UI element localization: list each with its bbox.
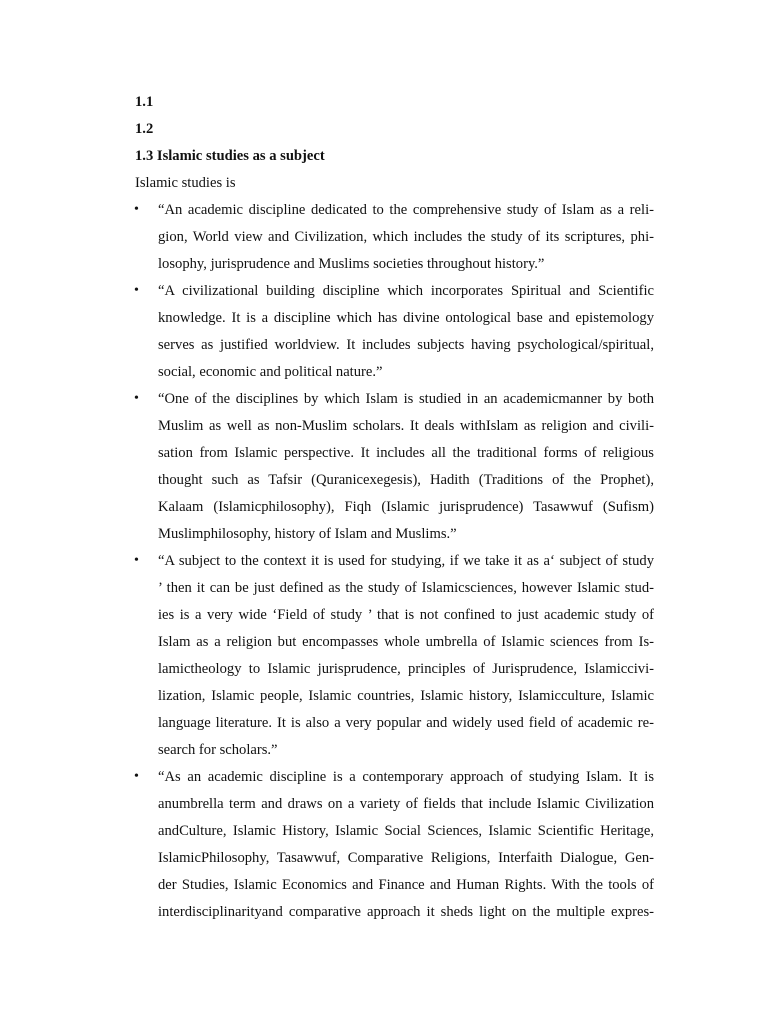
- bullet-icon: •: [134, 769, 139, 784]
- item-3-line-2: Muslim as well as non-Muslim scholars. It deals withIslam as religion and civili-: [158, 418, 654, 434]
- item-5-line-4: IslamicPhilosophy, Tasawwuf, Comparative Religions, Interfaith Dialogue, Gen-: [158, 850, 654, 866]
- item-2-line-2: knowledge. It is a discipline which has divine ontological base and epistemology: [158, 310, 654, 326]
- item-3-line-6: Muslimphilosophy, history of Islam and Muslims.”: [158, 526, 457, 542]
- item-4-line-5: lamictheology to Islamic jurisprudence, principles of Jurisprudence, Islamiccivi-: [158, 661, 654, 677]
- item-2-line-3: serves as justified worldview. It includes subjects having psychological/spiritual,: [158, 337, 654, 353]
- item-5-line-2: anumbrella term and draws on a variety of fields that include Islamic Civilization: [158, 796, 654, 812]
- item-2-line-1: “A civilizational building discipline which incorporates Spiritual and Scientific: [158, 283, 654, 299]
- item-2-line-4: social, economic and political nature.”: [158, 364, 383, 380]
- item-1-line-2: gion, World view and Civilization, which includes the study of its scriptures, phi-: [158, 229, 654, 245]
- section-number-1-1: 1.1: [135, 94, 154, 110]
- bullet-icon: •: [134, 283, 139, 298]
- item-4-line-8: search for scholars.”: [158, 742, 278, 758]
- bullet-icon: •: [134, 202, 139, 217]
- item-1-line-1: “An academic discipline dedicated to the comprehensive study of Islam as a reli-: [158, 202, 654, 218]
- item-3-line-1: “One of the disciplines by which Islam is studied in an academicmanner by both: [158, 391, 654, 407]
- item-4-line-4: Islam as a religion but encompasses whole umbrella of Islamic sciences from Is-: [158, 634, 654, 650]
- item-5-line-6: interdisciplinarityand comparative approach it sheds light on the multiple expres-: [158, 904, 654, 920]
- item-3-line-4: thought such as Tafsir (Quranicexegesis), Hadith (Traditions of the Prophet),: [158, 472, 654, 488]
- bullet-icon: •: [134, 391, 139, 406]
- item-3-line-5: Kalaam (Islamicphilosophy), Fiqh (Islamic jurisprudence) Tasawwuf (Sufism): [158, 499, 654, 515]
- bullet-icon: •: [134, 553, 139, 568]
- item-4-line-2: ’ then it can be just defined as the study of Islamicsciences, however Islamic stud-: [158, 580, 654, 596]
- section-heading-1-3: 1.3 Islamic studies as a subject: [135, 148, 325, 164]
- item-5-line-1: “As an academic discipline is a contemporary approach of studying Islam. It is: [158, 769, 654, 785]
- item-5-line-5: der Studies, Islamic Economics and Finance and Human Rights. With the tools of: [158, 877, 654, 893]
- section-number-1-2: 1.2: [135, 121, 154, 137]
- item-5-line-3: andCulture, Islamic History, Islamic Social Sciences, Islamic Scientific Heritage,: [158, 823, 654, 839]
- intro-text: Islamic studies is: [135, 175, 236, 191]
- item-4-line-3: ies is a very wide ‘Field of study ’ that is not confined to just academic study of: [158, 607, 654, 623]
- item-4-line-6: lization, Islamic people, Islamic countries, Islamic history, Islamicculture, Islamic: [158, 688, 654, 704]
- item-4-line-7: language literature. It is also a very popular and widely used field of academic re-: [158, 715, 654, 731]
- item-3-line-3: sation from Islamic perspective. It includes all the traditional forms of religious: [158, 445, 654, 461]
- item-1-line-3: losophy, jurisprudence and Muslims societies throughout history.”: [158, 256, 545, 272]
- item-4-line-1: “A subject to the context it is used for studying, if we take it as a‘ subject of study: [158, 553, 654, 569]
